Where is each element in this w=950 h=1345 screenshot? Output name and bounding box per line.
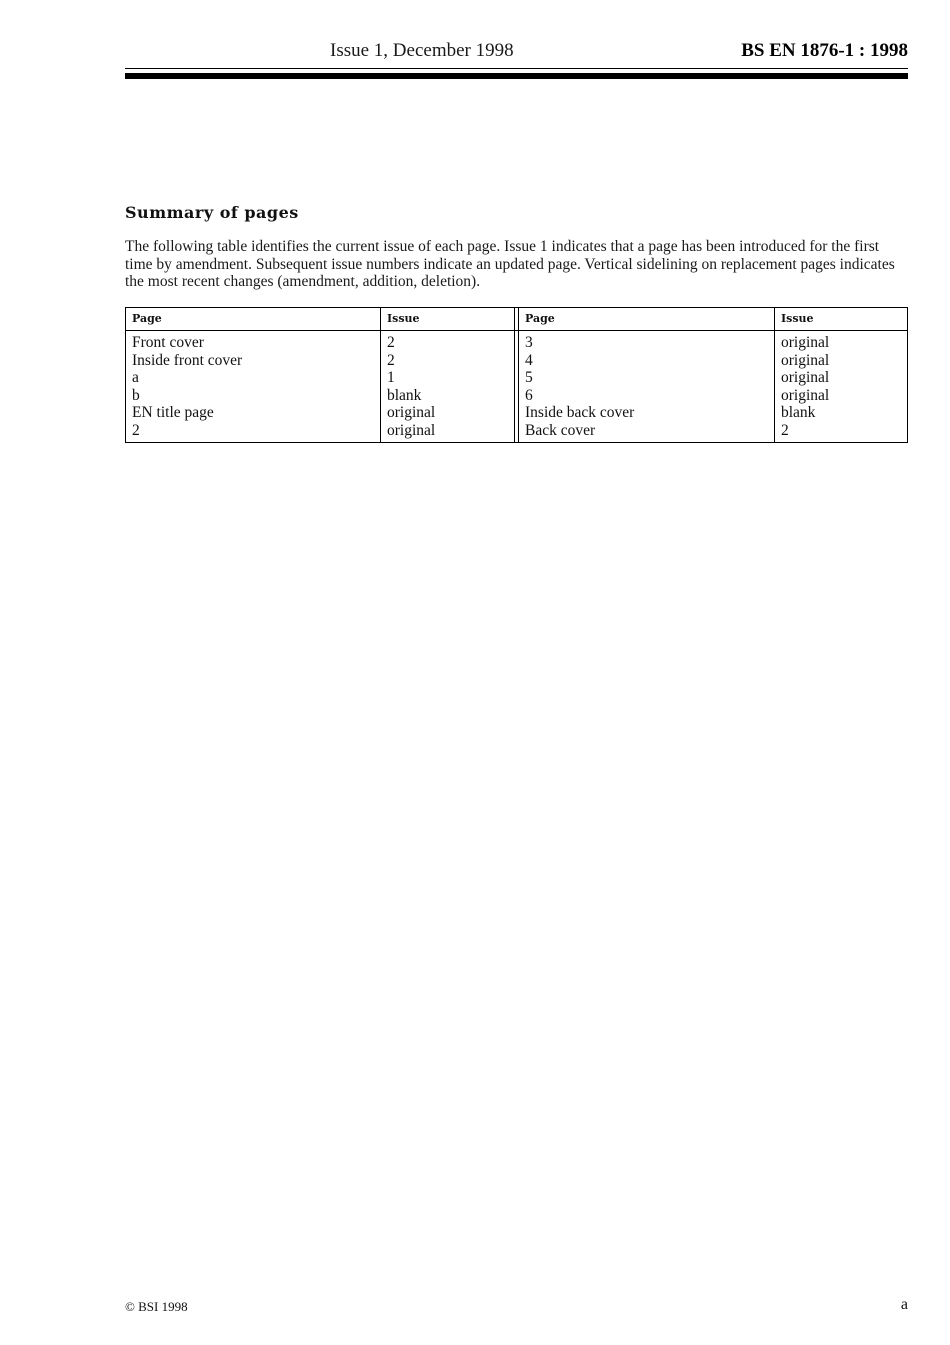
table-cell: 2 (387, 351, 395, 369)
intro-paragraph: The following table identifies the current issue of each page. Issue 1 indicates that a page has been introduced for the first time by amendment. Subsequent issue numbers indicate an updated page. Vertical sidelining on replacement pages indicates the most recent changes (amendment, addition, deletion). (125, 238, 895, 290)
left-issue-column (387, 334, 435, 440)
column-divider (380, 308, 381, 442)
copyright-notice: © BSI 1998 (125, 1299, 188, 1314)
table-cell: EN title page (132, 404, 214, 422)
table-cell: 2 (781, 421, 789, 439)
section-title: Summary of pages (125, 203, 299, 222)
table-cell: original (387, 421, 436, 439)
double-divider-right (518, 308, 519, 442)
column-divider (774, 308, 775, 442)
right-page-column (525, 334, 634, 440)
header-rule-thin (125, 68, 908, 69)
header-rule-thick (125, 73, 908, 79)
table-cell: 5 (525, 369, 533, 387)
table-cell: Back cover (525, 421, 596, 439)
header-issue: Issue 1, December 1998 (330, 40, 514, 61)
header-page-left: Page (132, 312, 162, 325)
double-divider-left (514, 308, 515, 442)
table-cell: 3 (525, 334, 533, 351)
table-cell: 2 (387, 334, 395, 351)
table-cell: Front cover (132, 334, 204, 351)
header-divider (126, 330, 907, 331)
left-page-column (132, 334, 242, 440)
header-page-right: Page (525, 312, 555, 325)
right-issue-column (781, 334, 829, 440)
table-cell: 1 (387, 369, 395, 387)
table-cell: b (132, 386, 140, 404)
table-cell: 6 (525, 386, 533, 404)
table-cell: a (132, 369, 139, 387)
header-issue-left: Issue (387, 312, 420, 325)
table-cell: Inside front cover (132, 351, 243, 369)
table-cell: blank (387, 386, 422, 404)
table-cell: original (781, 351, 830, 369)
table-cell: Inside back cover (525, 404, 635, 422)
table-cell: original (781, 334, 830, 351)
page-number: a (900, 1296, 908, 1313)
table-cell: 2 (132, 421, 140, 439)
table-cell: original (387, 404, 436, 422)
table-cell: blank (781, 404, 816, 422)
summary-table (125, 307, 908, 443)
header-issue-right: Issue (781, 312, 814, 325)
table-cell: original (781, 369, 830, 387)
table-cell: original (781, 386, 830, 404)
table-cell: 4 (525, 351, 533, 369)
standard-number: BS EN 1876-1 : 1998 (741, 40, 908, 61)
